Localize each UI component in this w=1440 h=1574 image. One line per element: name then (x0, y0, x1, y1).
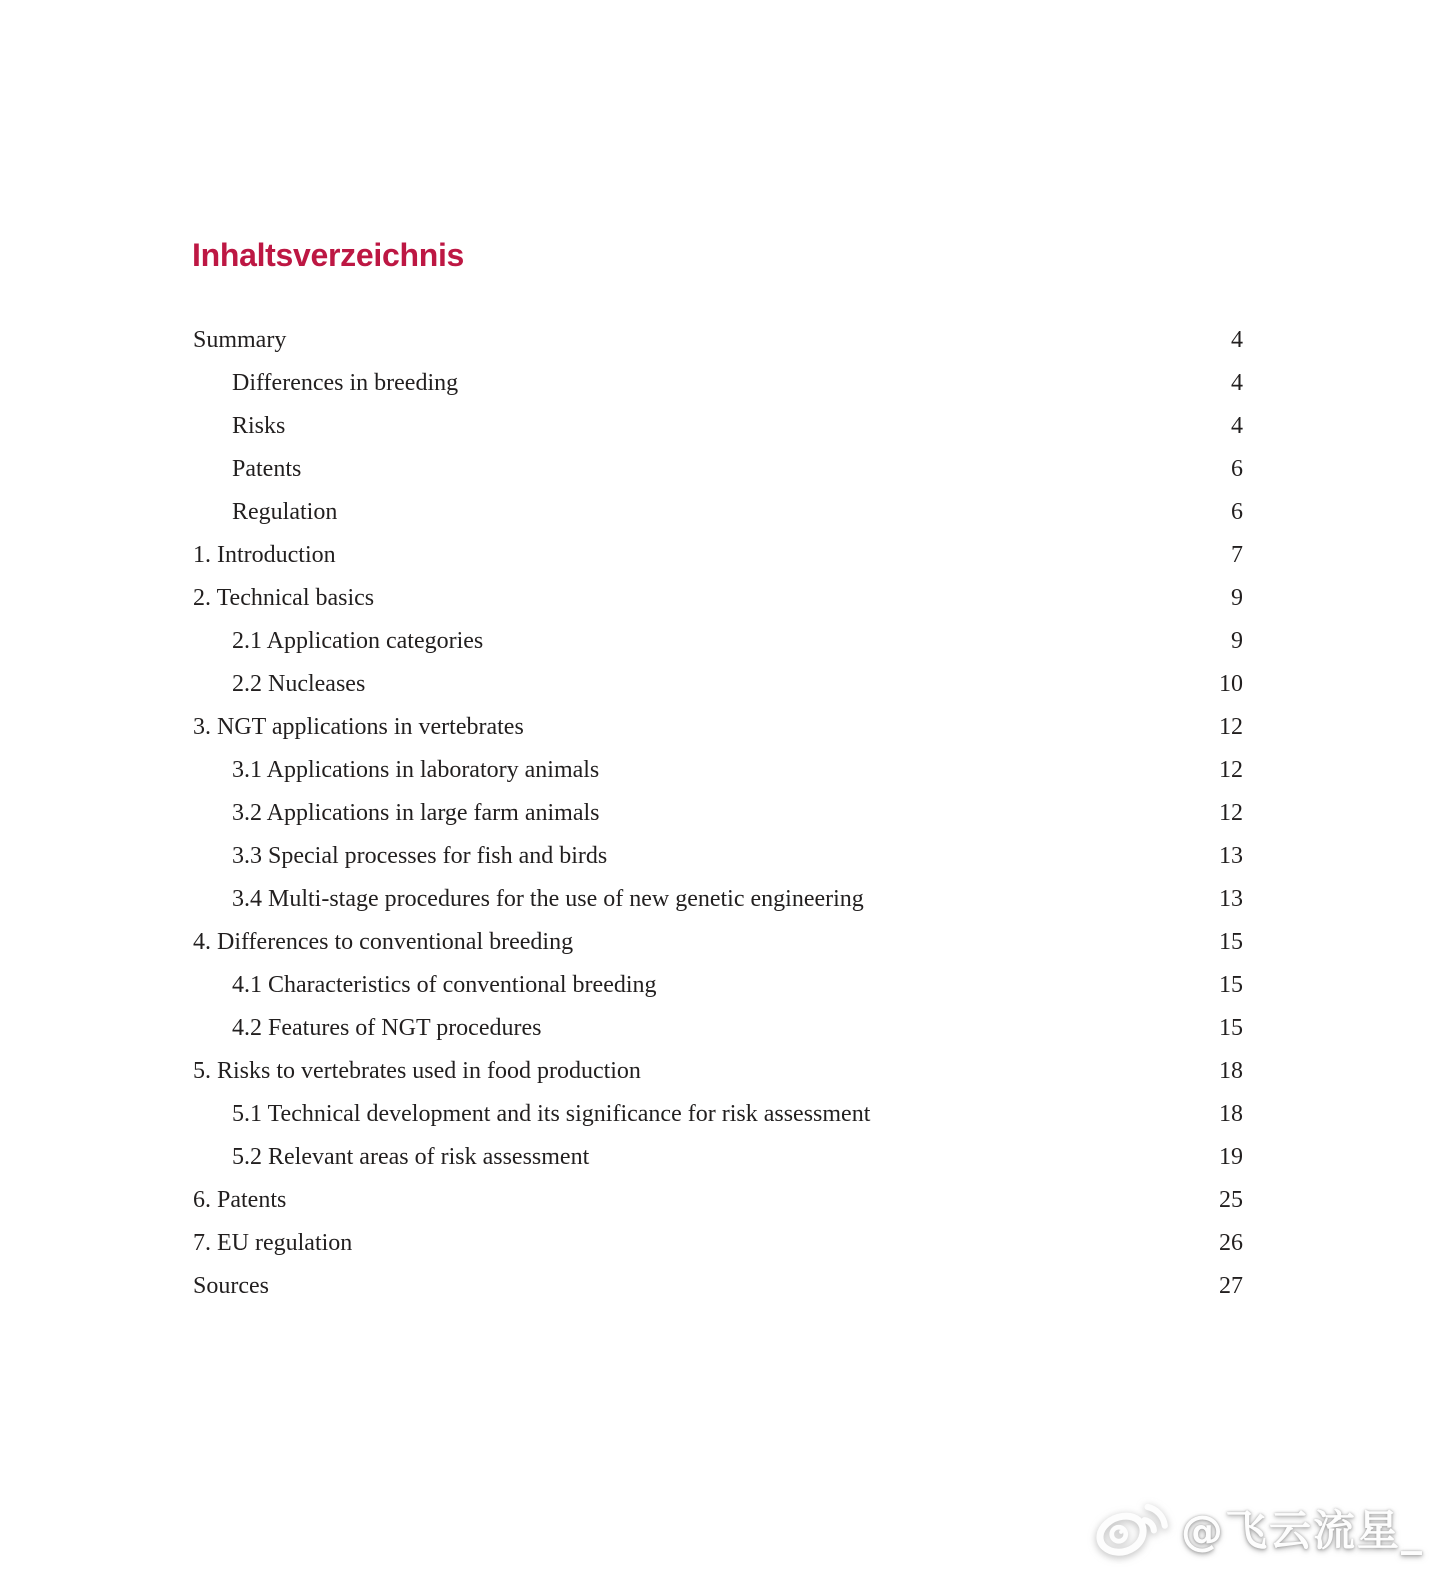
toc-entry-page: 25 (1219, 1187, 1243, 1213)
toc-entry-page: 4 (1231, 370, 1243, 396)
toc-entry-page: 15 (1219, 972, 1243, 998)
toc-entry-label: 6. Patents (193, 1187, 287, 1213)
toc-entry-label: 1. Introduction (193, 542, 336, 568)
toc-entry (193, 620, 1243, 663)
toc-entry-label: 3. NGT applications in vertebrates (193, 714, 524, 740)
toc-entry-label: 3.1 Applications in laboratory animals (232, 757, 600, 783)
toc-entry (193, 792, 1243, 835)
toc-entry-page: 4 (1231, 327, 1243, 353)
page-title: Inhaltsverzeichnis (192, 237, 465, 273)
toc-entry (193, 1265, 1243, 1308)
toc-entry (193, 921, 1243, 964)
toc-entry (193, 319, 1243, 362)
toc-entry-page: 27 (1219, 1273, 1243, 1299)
toc-entry (193, 749, 1243, 792)
toc-entry-page: 10 (1219, 671, 1243, 697)
toc-entry (193, 1050, 1243, 1093)
toc-entry-label: Differences in breeding (232, 370, 459, 396)
toc-entry (193, 577, 1243, 620)
toc-list (193, 319, 1243, 1308)
toc-entry-page: 9 (1231, 585, 1243, 611)
toc-entry (193, 835, 1243, 878)
toc-entry-page: 6 (1231, 499, 1243, 525)
toc-entry-page: 18 (1219, 1101, 1243, 1127)
watermark (1093, 1496, 1424, 1560)
toc-entry-page: 13 (1219, 843, 1243, 869)
toc-entry-page: 4 (1231, 413, 1243, 439)
toc-entry (193, 1136, 1243, 1179)
toc-entry (193, 1007, 1243, 1050)
toc-entry (193, 663, 1243, 706)
toc-entry-page: 12 (1219, 757, 1243, 783)
toc-entry (193, 1179, 1243, 1222)
toc-entry-label: 5. Risks to vertebrates used in food production (193, 1058, 641, 1084)
toc-entry (193, 964, 1243, 1007)
toc-entry (193, 706, 1243, 749)
toc-entry-page: 15 (1219, 1015, 1243, 1041)
toc-entry-label: Risks (232, 413, 286, 439)
toc-entry-label: 7. EU regulation (193, 1230, 353, 1256)
toc-entry-page: 13 (1219, 886, 1243, 912)
toc-entry-label: Patents (232, 456, 302, 482)
toc-entry (193, 405, 1243, 448)
toc-entry-label: 5.2 Relevant areas of risk assessment (232, 1144, 590, 1170)
toc-entry-page: 15 (1219, 929, 1243, 955)
toc-entry-label: 3.3 Special processes for fish and birds (232, 843, 608, 869)
toc-entry-label: 4.1 Characteristics of conventional breeding (232, 972, 657, 998)
toc-entry-page: 12 (1219, 800, 1243, 826)
toc-entry (193, 362, 1243, 405)
toc-entry-label: 2. Technical basics (193, 585, 375, 611)
toc-entry-page: 6 (1231, 456, 1243, 482)
toc-entry-page: 12 (1219, 714, 1243, 740)
toc-entry-label: 2.1 Application categories (232, 628, 484, 654)
watermark-handle: @飞云流星_ (1180, 1506, 1424, 1555)
toc-entry (193, 1093, 1243, 1136)
toc-entry-page: 18 (1219, 1058, 1243, 1084)
toc-entry (193, 534, 1243, 577)
toc-entry-label: 4. Differences to conventional breeding (193, 929, 574, 955)
toc-entry (193, 878, 1243, 921)
toc-entry-label: 4.2 Features of NGT procedures (232, 1015, 542, 1041)
toc-entry-label: 3.2 Applications in large farm animals (232, 800, 600, 826)
toc-entry (193, 491, 1243, 534)
toc-entry-label: 2.2 Nucleases (232, 671, 366, 697)
toc-entry-page: 9 (1231, 628, 1243, 654)
toc-entry-label: Regulation (232, 499, 338, 525)
toc-entry-label: Sources (193, 1273, 269, 1299)
toc-entry (193, 448, 1243, 491)
toc-entry-page: 19 (1219, 1144, 1243, 1170)
toc-entry-page: 26 (1219, 1230, 1243, 1256)
toc-entry-page: 7 (1231, 542, 1243, 568)
toc-entry (193, 1222, 1243, 1265)
weibo-icon (1093, 1496, 1171, 1560)
toc-entry-label: 3.4 Multi-stage procedures for the use of new genetic engineering (232, 886, 864, 912)
toc-entry-label: Summary (193, 327, 287, 353)
toc-entry-label: 5.1 Technical development and its significance for risk assessment (232, 1101, 871, 1127)
